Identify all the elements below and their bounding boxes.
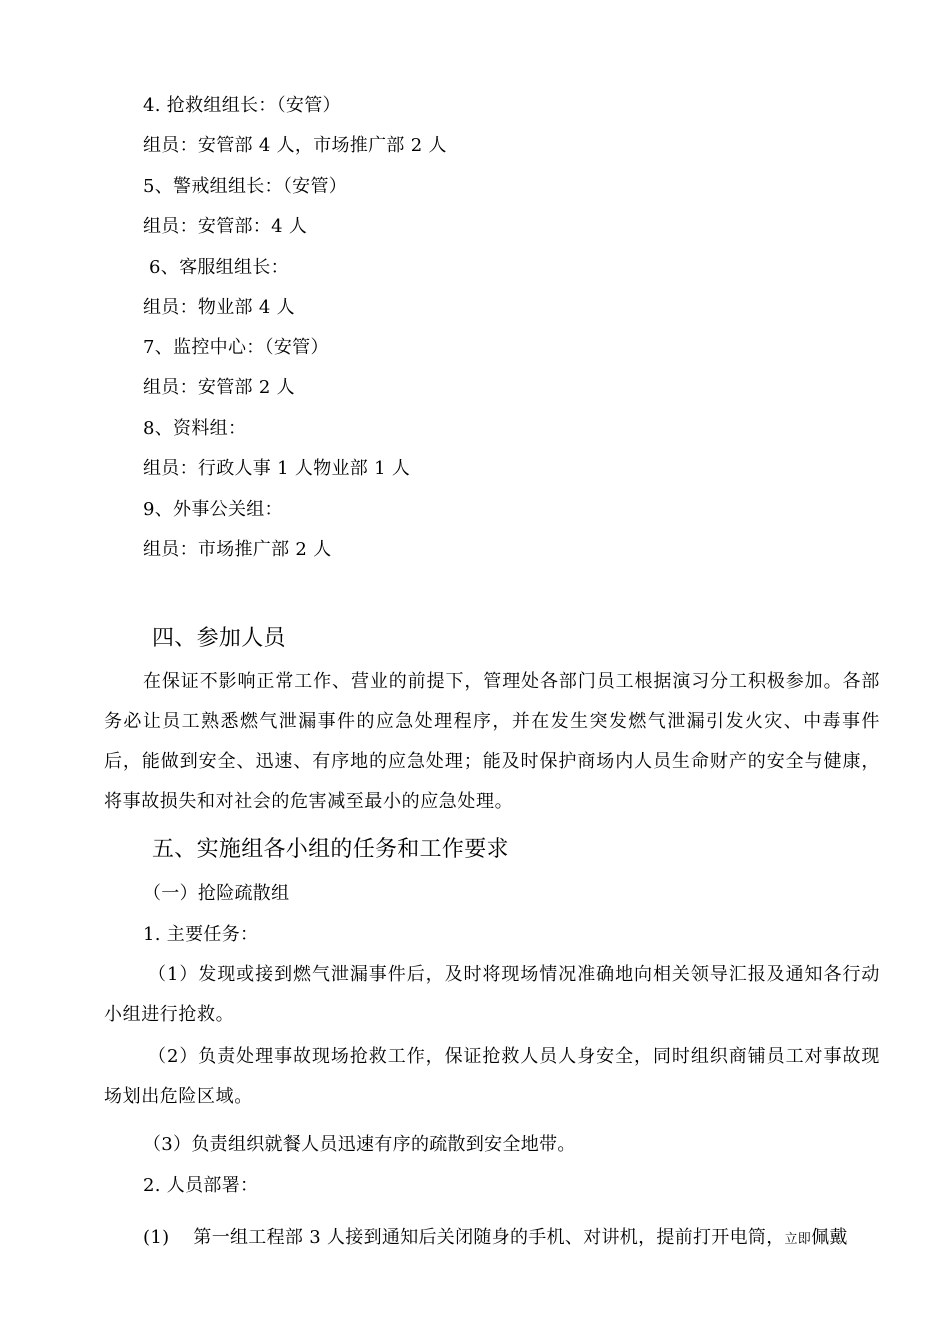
section-4-title: 四、参加人员: [152, 626, 286, 651]
task-2: （2）负责处理事故现场抢救工作，保证抢救人员人身安全，同时组织商铺员工对事故现场划出危险区域。: [104, 1046, 880, 1107]
main-tasks-heading: 1. 主要任务：: [143, 924, 259, 945]
staff-item-1: [143, 1226, 848, 1252]
section-5-title: 五、实施组各小组的任务和工作要求: [152, 837, 509, 862]
rescue-group-leader: 4. 抢救组组长：（安管）: [143, 95, 341, 116]
staff-item-1-end: 佩戴: [811, 1227, 848, 1248]
section-4-body: 在保证不影响正常工作、营业的前提下，管理处各部门员工根据演习分工积极参加。各部务必让员工熟悉燃气泄漏事件的应急处理程序，并在发生突发燃气泄漏引发火灾、中毒事件后，能做到安全、迅速、有序地的应急处理；能及时保护商场内人员生命财产的安全与健康，将事故损失和对社会的危害减至最小的应急处理。: [104, 671, 880, 812]
pr-group-members: 组员：市场推广部 2 人: [143, 539, 332, 560]
subgroup-title: （一）抢险疏散组: [143, 883, 290, 904]
records-group-leader: 8、资料组：: [143, 418, 247, 439]
staff-item-1-text: 第一组工程部 3 人接到通知后关闭随身的手机、对讲机，提前打开电筒，: [193, 1227, 785, 1248]
task-1: （1）发现或接到燃气泄漏事件后，及时将现场情况准确地向相关领导汇报及通知各行动小组进行抢救。: [104, 964, 880, 1025]
staff-item-1-small: 立即: [784, 1232, 812, 1247]
monitor-center-members: 组员：安管部 2 人: [143, 377, 295, 398]
pr-group-leader: 9、外事公关组：: [143, 499, 283, 520]
rescue-group-members: 组员：安管部 4 人，市场推广部 2 人: [143, 135, 447, 156]
service-group-members: 组员：物业部 4 人: [143, 297, 295, 318]
monitor-center-leader: 7、监控中心：（安管）: [143, 337, 329, 358]
guard-group-leader: 5、警戒组组长：（安管）: [143, 176, 348, 197]
records-group-members: 组员：行政人事 1 人物业部 1 人: [143, 458, 411, 479]
guard-group-members: 组员：安管部：4 人: [143, 216, 308, 237]
service-group-leader: 6、客服组组长：: [143, 257, 289, 278]
task-3: （3）负责组织就餐人员迅速有序的疏散到安全地带。: [143, 1134, 576, 1155]
staff-item-1-number: (1): [143, 1227, 170, 1248]
staff-heading: 2. 人员部署：: [143, 1175, 259, 1196]
